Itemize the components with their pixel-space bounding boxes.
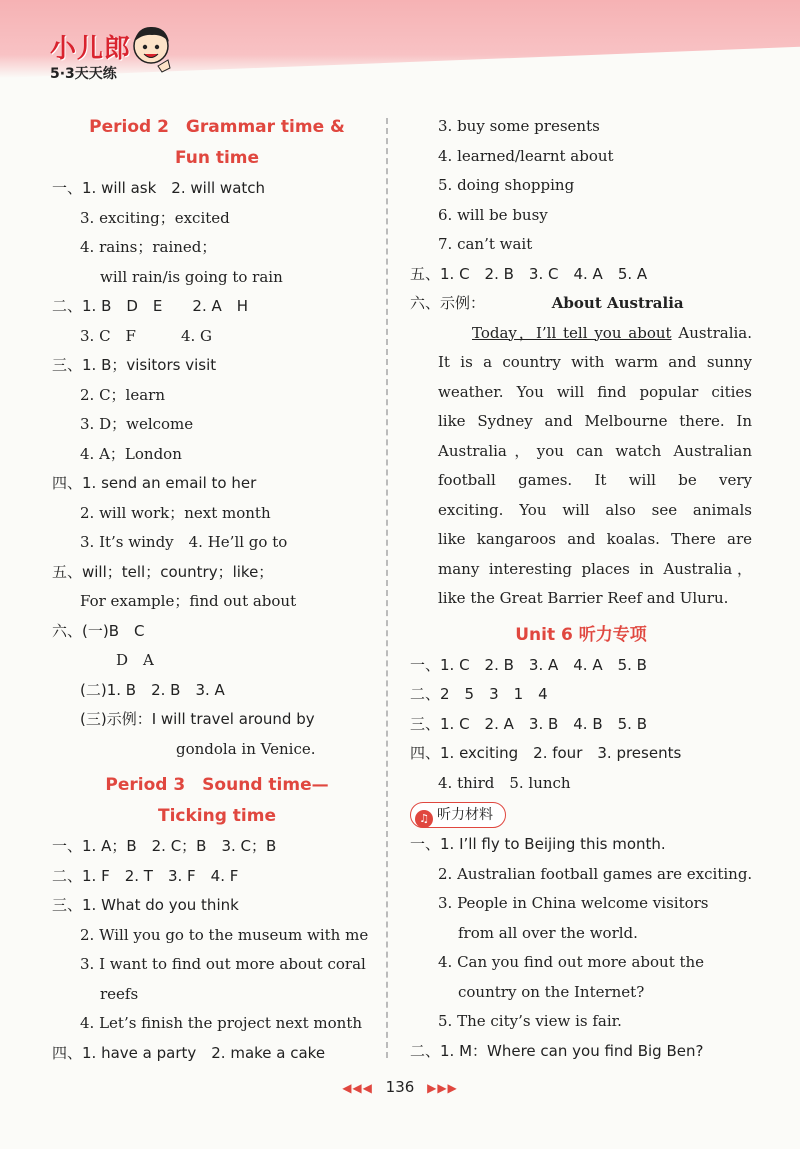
page-number: 136 xyxy=(385,1078,415,1096)
answer-line: 6. will be busy xyxy=(438,205,548,224)
left-arrows-icon: ◀◀◀ xyxy=(342,1081,373,1095)
answer-line: 六、(一)B C xyxy=(52,621,145,640)
transcript-line: 2. Australian football games are exciting. xyxy=(438,864,753,883)
answer-line: 三、1. C 2. A 3. B 4. B 5. B xyxy=(410,714,648,733)
page-footer xyxy=(0,1078,800,1096)
answer-line: will rain/is going to rain xyxy=(100,267,283,286)
answer-line: 四、1. send an email to her xyxy=(52,474,257,492)
section-title-period3-cont: Ticking time xyxy=(157,806,277,826)
logo-sub-text: 5·3天天练 xyxy=(50,66,117,82)
answer-line: 三、1. B；visitors visit xyxy=(52,356,217,374)
essay-line: Australia，you can watch Australian xyxy=(438,441,752,460)
transcript-line: 二、1. M：Where can you find Big Ben? xyxy=(410,1041,704,1060)
transcript-line: 4. Can you find out more about the xyxy=(438,953,705,971)
sample-essay-heading xyxy=(410,289,752,319)
answer-line: (二)1. B 2. B 3. A xyxy=(80,680,225,699)
answer-line: 4. rains；rained； xyxy=(80,238,217,256)
answer-line: reefs xyxy=(100,984,139,1003)
answer-line: 7. can’t wait xyxy=(438,235,533,253)
badge-label: 听力材料 xyxy=(437,807,493,823)
answer-line: 三、1. What do you think xyxy=(52,896,239,914)
answer-line: 5. doing shopping xyxy=(438,176,575,194)
transcript-line: from all over the world. xyxy=(458,923,638,942)
essay-line: weather. You will find popular cities xyxy=(438,382,752,401)
answer-line: 3. exciting；excited xyxy=(80,208,230,227)
answer-line: gondola in Venice. xyxy=(176,739,316,758)
right-arrows-icon: ▶▶▶ xyxy=(427,1081,458,1095)
answer-line: 一、1. A；B 2. C；B 3. C；B xyxy=(52,837,277,855)
essay-line: many interesting places in Australia， xyxy=(438,559,752,578)
answer-line: 3. D；welcome xyxy=(80,415,194,433)
answer-line: 2. Will you go to the museum with me xyxy=(80,925,369,944)
answer-line: 3. I want to find out more about coral xyxy=(80,955,366,973)
essay-line: like kangaroos and koalas. There are xyxy=(438,530,752,548)
essay-text: Australia. xyxy=(671,323,752,342)
transcript-line: 3. People in China welcome visitors xyxy=(438,894,709,912)
logo-main-text: 小儿郎 xyxy=(50,34,132,64)
answer-line: 4. third 5. lunch xyxy=(438,773,571,792)
answer-line: 3. It’s windy 4. He’ll go to xyxy=(80,533,288,551)
answer-line: 3. buy some presents xyxy=(438,117,600,135)
answer-line: 二、2 5 3 1 4 xyxy=(410,685,548,703)
sample-label: 六、示例： xyxy=(410,294,486,312)
left-column xyxy=(52,112,382,1068)
transcript-line: 一、1. I’ll fly to Beijing this month. xyxy=(410,835,666,853)
answer-line: For example；find out about xyxy=(80,592,297,610)
essay-title: About Australia xyxy=(551,294,684,312)
answer-line: 2. C；learn xyxy=(80,385,166,404)
answer-line: 四、1. exciting 2. four 3. presents xyxy=(410,744,682,762)
answer-line: 四、1. have a party 2. make a cake xyxy=(52,1043,326,1062)
answer-line: 2. will work；next month xyxy=(80,503,271,522)
answer-line: D A xyxy=(116,651,154,669)
right-column xyxy=(410,112,752,1066)
essay-line: exciting. You will also see animals xyxy=(438,500,752,519)
column-divider xyxy=(386,118,388,1058)
answer-line: 二、1. B D E 2. A H xyxy=(52,297,249,315)
listening-material-badge xyxy=(410,802,506,828)
answer-line: 4. learned/learnt about xyxy=(438,146,614,165)
section-title-period2: Period 2 Grammar time & xyxy=(89,117,345,137)
section-title-unit6: Unit 6 听力专项 xyxy=(515,624,647,645)
section-title-period2-cont: Fun time xyxy=(174,148,260,168)
essay-line: It is a country with warm and sunny xyxy=(438,353,752,371)
answer-line: 一、1. C 2. B 3. A 4. A 5. B xyxy=(410,655,647,674)
section-title-period3: Period 3 Sound time— xyxy=(105,775,329,795)
transcript-line: country on the Internet? xyxy=(458,982,645,1001)
answer-line: 五、will；tell；country；like； xyxy=(52,562,274,581)
answer-line: 4. A；London xyxy=(80,444,182,463)
essay-underlined-phrase: Today，I’ll tell you about xyxy=(472,323,672,342)
answer-line: 二、1. F 2. T 3. F 4. F xyxy=(52,866,239,885)
essay-line: like the Great Barrier Reef and Uluru. xyxy=(438,589,729,607)
transcript-line: 5. The city’s view is fair. xyxy=(438,1012,622,1030)
headphones-icon: ♫ xyxy=(415,810,433,828)
answer-line: 4. Let’s finish the project next month xyxy=(80,1014,363,1032)
mascot-boy-icon xyxy=(128,22,174,74)
answer-line: 3. C F 4. G xyxy=(80,326,213,345)
essay-line: like Sydney and Melbourne there. In xyxy=(438,412,752,430)
essay-line xyxy=(410,319,752,349)
answer-line: (三)示例：I will travel around by xyxy=(80,710,315,728)
essay-line: football games. It will be very xyxy=(438,471,752,489)
brand-logo xyxy=(50,28,131,83)
answer-line: 五、1. C 2. B 3. C 4. A 5. A xyxy=(410,264,648,283)
answer-line: 一、1. will ask 2. will watch xyxy=(52,179,266,197)
